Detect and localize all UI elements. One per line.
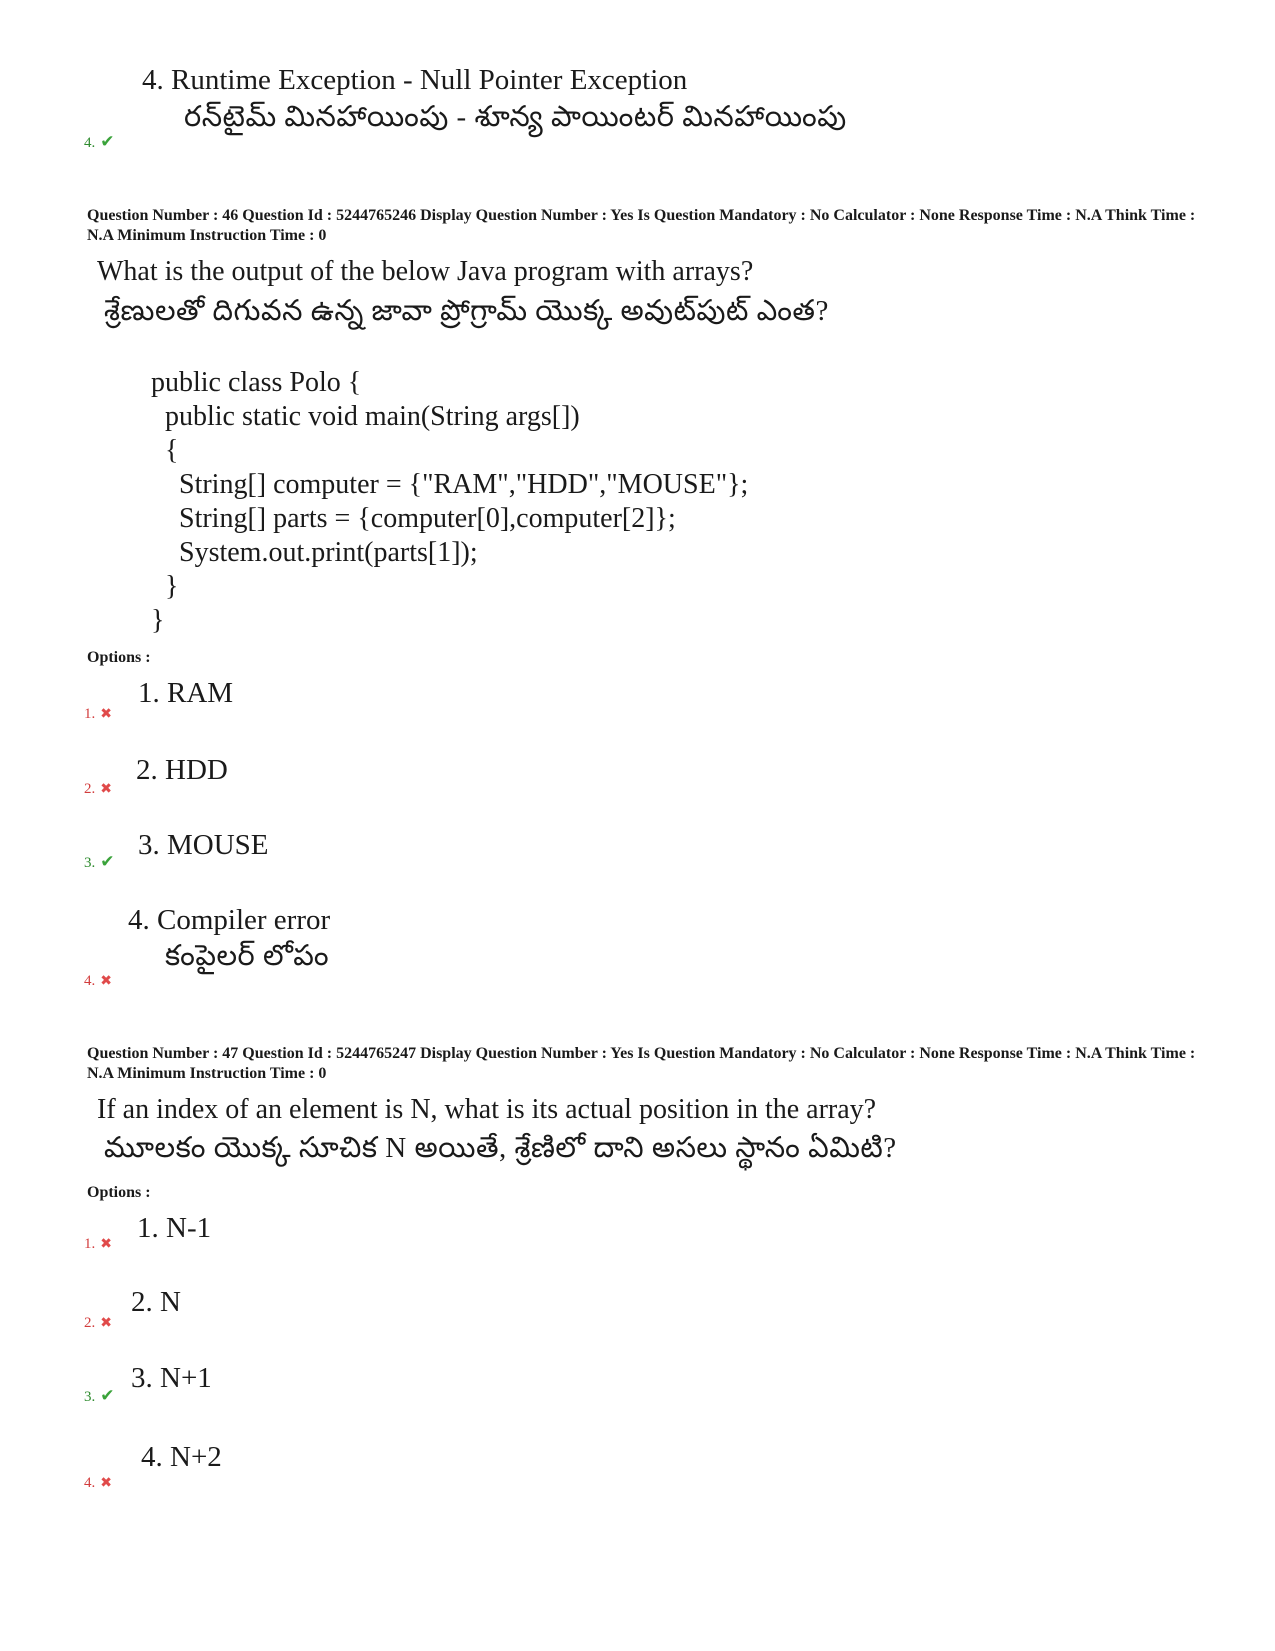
q47-option-2-text: 2. N [131, 1286, 181, 1318]
prev-option-4-telugu: రన్‌టైమ్ మినహాయింపు - శూన్య పాయింటర్ మినహాయింపు [184, 101, 847, 133]
cross-mark-icon: ✖ [100, 1476, 112, 1491]
q46-meta: Question Number : 46 Question Id : 5244765246 Display Question Number : Yes Is Question Mandatory : No Calculator : None Response Time : N.A Think Time : N.A Minimum Instruction Time : 0 [87, 207, 1196, 244]
code-line: String[] parts = {computer[0],computer[2]}; [151, 503, 676, 534]
option-number: 3. [84, 1389, 96, 1405]
cross-mark-icon: ✖ [100, 1316, 112, 1331]
code-line: public class Polo { [151, 367, 362, 398]
q47-option-2-marker [84, 1314, 112, 1333]
code-line: System.out.print(parts[1]); [151, 537, 478, 568]
q47-options-label: Options : [87, 1184, 151, 1201]
q47-option-4-marker [84, 1474, 112, 1493]
prev-option-4-text: 4. Runtime Exception - Null Pointer Exception [142, 64, 688, 96]
q47-option-3-marker [84, 1387, 115, 1406]
code-line: } [151, 571, 179, 602]
q47-question-text: If an index of an element is N, what is its actual position in the array? [97, 1094, 877, 1125]
q47-question-telugu: మూలకం యొక్క సూచిక N అయితే, శ్రేణిలో దాని అసలు స్థానం ఏమిటి? [104, 1132, 897, 1164]
code-line: } [151, 605, 165, 636]
cross-mark-icon: ✖ [100, 707, 112, 722]
q46-option-4-marker [84, 972, 112, 991]
cross-mark-icon: ✖ [100, 782, 112, 797]
q46-code-block [151, 366, 748, 638]
q46-option-4-text: 4. Compiler error [128, 904, 331, 936]
option-number: 4. [84, 135, 96, 151]
option-number: 1. [84, 1236, 96, 1252]
prev-option-4-marker [84, 133, 115, 152]
code-line: { [151, 435, 179, 466]
q46-option-2-marker [84, 780, 112, 799]
q46-option-1-marker [84, 705, 112, 724]
cross-mark-icon: ✖ [100, 974, 112, 989]
q46-option-4-telugu: కంపైలర్ లోపం [165, 940, 330, 972]
option-number: 3. [84, 855, 96, 871]
q47-option-1-text: 1. N-1 [137, 1212, 212, 1244]
option-number: 4. [84, 973, 96, 989]
code-line: public static void main(String args[]) [151, 401, 580, 432]
option-number: 1. [84, 706, 96, 722]
q46-question-text: What is the output of the below Java program with arrays? [97, 256, 754, 287]
check-mark-icon: ✔ [100, 852, 115, 871]
check-mark-icon: ✔ [100, 1386, 115, 1405]
check-mark-icon: ✔ [100, 132, 115, 151]
q46-option-2-text: 2. HDD [136, 754, 228, 786]
option-number: 2. [84, 781, 96, 797]
q47-option-1-marker [84, 1235, 112, 1254]
q46-option-3-marker [84, 853, 115, 872]
q46-question-telugu: శ్రేణులతో దిగువన ఉన్న జావా ప్రోగ్రామ్ యొక్క అవుట్‌పుట్ ఎంత? [104, 295, 829, 327]
code-line: String[] computer = {"RAM","HDD","MOUSE"}; [151, 469, 749, 500]
cross-mark-icon: ✖ [100, 1237, 112, 1252]
q47-option-3-text: 3. N+1 [131, 1362, 212, 1394]
q46-option-3-text: 3. MOUSE [138, 829, 269, 861]
q47-option-4-text: 4. N+2 [141, 1441, 222, 1473]
q46-options-label: Options : [87, 649, 151, 666]
q46-option-1-text: 1. RAM [138, 677, 234, 709]
q47-meta: Question Number : 47 Question Id : 5244765247 Display Question Number : Yes Is Question Mandatory : No Calculator : None Response Time : N.A Think Time : N.A Minimum Instruction Time : 0 [87, 1045, 1196, 1082]
option-number: 4. [84, 1475, 96, 1491]
option-number: 2. [84, 1315, 96, 1331]
